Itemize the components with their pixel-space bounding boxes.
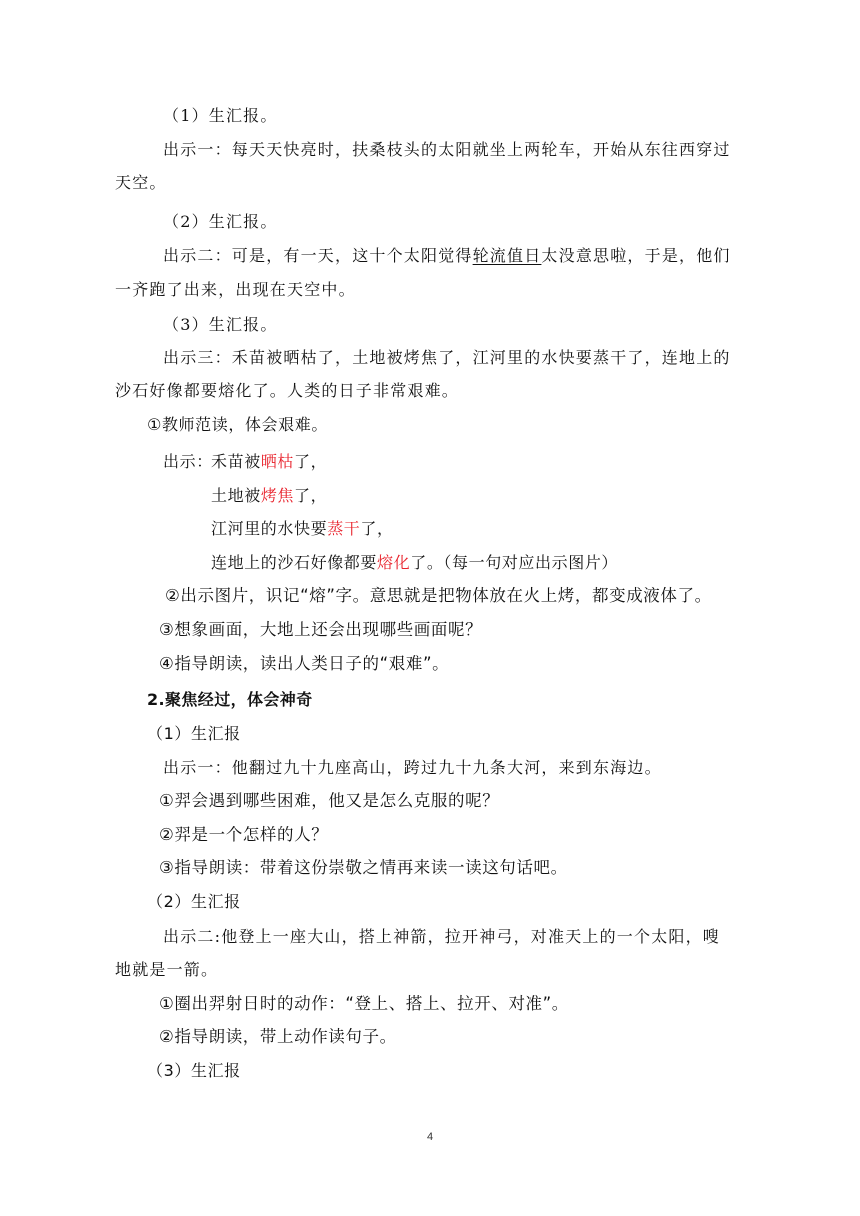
highlight-word: 蒸干 bbox=[327, 519, 361, 538]
show-b2-line-1: 出示二:他登上一座大山，搭上神箭，拉开神弓，对准天上的一个太阳，嗖 bbox=[163, 927, 720, 946]
report-b1: （1）生汇报 bbox=[147, 724, 241, 743]
show-b1: 出示一：他翻过九十九座高山，跨过九十九条大河，来到东海边。 bbox=[163, 758, 662, 777]
report-3: （3）生汇报。 bbox=[163, 315, 278, 334]
show-2-line-2: 一齐跑了出来，出现在天空中。 bbox=[115, 280, 356, 299]
question-2: ②羿是一个怎样的人？ bbox=[159, 825, 329, 844]
poem-2-post: 了， bbox=[294, 486, 328, 505]
poem-1-post: 了， bbox=[294, 452, 328, 471]
highlight-word: 熔化 bbox=[377, 553, 411, 572]
report-1: （1）生汇报。 bbox=[163, 106, 278, 125]
poem-1-pre: 禾苗被 bbox=[211, 452, 261, 471]
step-read-aloud: ①教师范读，体会艰难。 bbox=[147, 415, 328, 434]
step-show-picture: ②出示图片，识记“熔”字。意思就是把物体放在火上烤，都变成液体了。 bbox=[165, 586, 712, 605]
section-heading: 2.聚焦经过，体会神奇 bbox=[147, 690, 313, 709]
poem-line-2 bbox=[211, 485, 327, 507]
report-b3: （3）生汇报 bbox=[147, 1061, 241, 1080]
poem-line-1 bbox=[211, 451, 327, 473]
show-1-line-2: 天空。 bbox=[115, 173, 167, 192]
question-5: ②指导朗读，带上动作读句子。 bbox=[159, 1027, 397, 1046]
poem-3-pre: 江河里的水快要 bbox=[211, 519, 328, 538]
show-2-post: 太没意思啦，于是，他们 bbox=[541, 246, 731, 265]
show-1-line-1: 出示一：每天天快亮时，扶桑枝头的太阳就坐上两轮车，开始从东往西穿过 bbox=[163, 140, 731, 159]
poem-4-post: 了。（每一句对应出示图片） bbox=[410, 553, 619, 572]
poem-line-4 bbox=[211, 552, 618, 574]
poem-line-3 bbox=[211, 518, 394, 540]
highlight-word: 烤焦 bbox=[260, 486, 295, 505]
show-2-pre: 出示二：可是，有一天，这十个太阳觉得 bbox=[163, 246, 473, 265]
report-2: （2）生汇报。 bbox=[163, 212, 278, 231]
poem-3-post: 了， bbox=[360, 519, 394, 538]
underlined-phrase: 轮流值日 bbox=[472, 246, 542, 265]
step-imagine: ③想象画面，大地上还会出现哪些画面呢？ bbox=[159, 620, 483, 639]
report-b2: （2）生汇报 bbox=[147, 892, 241, 911]
page-number: 4 bbox=[426, 1131, 434, 1143]
poem-2-pre: 土地被 bbox=[211, 486, 261, 505]
show-b2-line-2: 地就是一箭。 bbox=[115, 960, 219, 979]
highlight-word: 晒枯 bbox=[260, 452, 295, 471]
question-1: ①羿会遇到哪些困难，他又是怎么克服的呢？ bbox=[159, 791, 500, 810]
show-2-line-1 bbox=[163, 245, 731, 267]
show-label: 出示： bbox=[163, 452, 213, 471]
step-guide-reading: ④指导朗读，读出人类日子的“艰难”。 bbox=[159, 654, 450, 673]
show-3-line-1: 出示三：禾苗被晒枯了，土地被烤焦了，江河里的水快要蒸干了，连地上的 bbox=[163, 348, 731, 367]
poem-4-pre: 连地上的沙石好像都要 bbox=[211, 553, 378, 572]
show-3-line-2: 沙石好像都要熔化了。人类的日子非常艰难。 bbox=[115, 381, 460, 400]
question-3: ③指导朗读：带着这份崇敬之情再来读一读这句话吧。 bbox=[159, 858, 568, 877]
question-4: ①圈出羿射日时的动作：“登上、搭上、拉开、对准”。 bbox=[159, 994, 569, 1013]
